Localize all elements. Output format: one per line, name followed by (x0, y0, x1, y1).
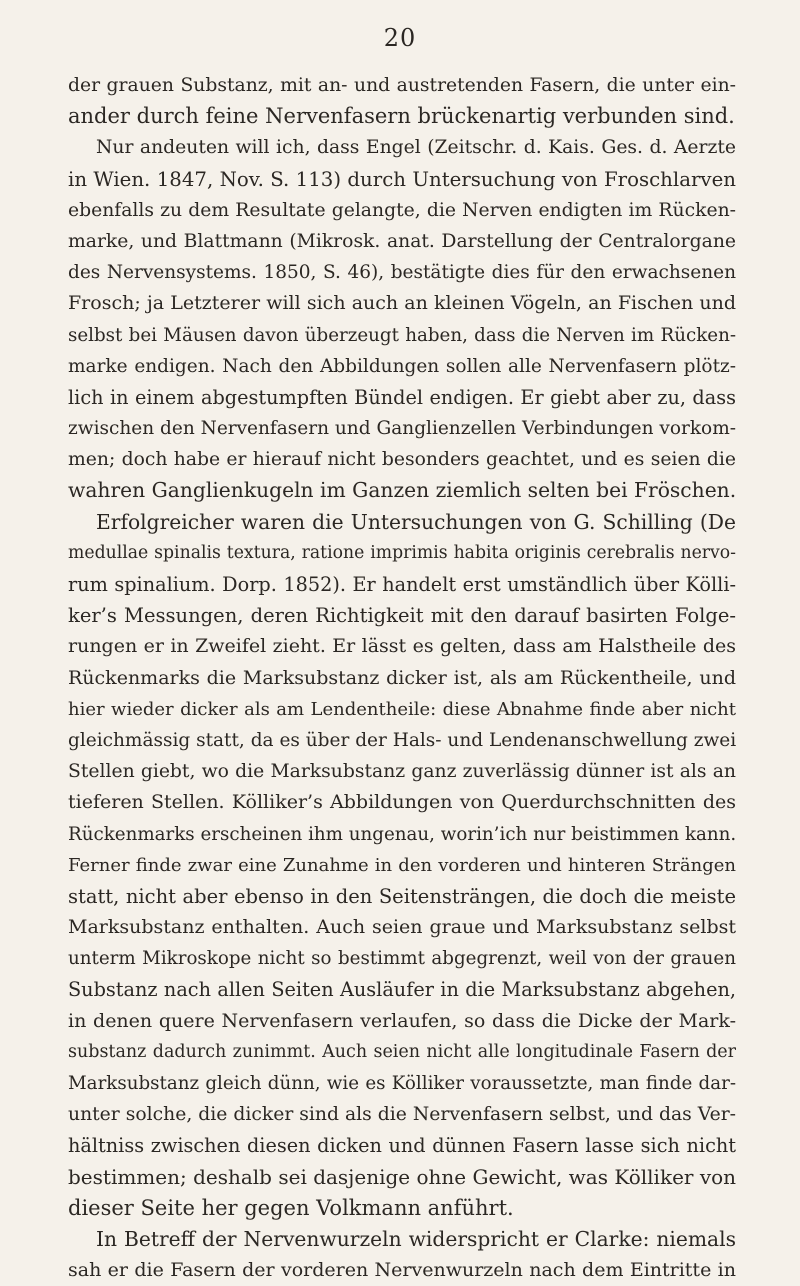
text-line: In Betreff der Nervenwurzeln widerspricht er Clarke: niemals (96, 1226, 736, 1251)
text-line: Substanz nach allen Seiten Ausläufer in die Marksubstanz abgehen, (68, 978, 736, 1002)
text-line: ander durch feine Nervenfasern brückenartig verbunden sind. (68, 104, 735, 129)
text-line: Rückenmarks erscheinen ihm ungenau, worin’ich nur beistimmen kann. (68, 823, 737, 845)
text-line: hier wieder dicker als am Lendentheile: diese Abnahme finde aber nicht (68, 698, 736, 720)
text-line: unterm Mikroskope nicht so bestimmt abgegrenzt, weil von der grauen (68, 948, 736, 970)
text-line: marke endigen. Nach den Abbildungen sollen alle Nervenfasern plötz- (68, 355, 736, 377)
text-line: rungen er in Zweifel zieht. Er lässt es gelten, dass am Halstheile des (68, 635, 736, 658)
text-line: bestimmen; deshalb sei dasjenige ohne Gewicht, was Kölliker von (68, 1164, 737, 1189)
text-line: substanz dadurch zunimmt. Auch seien nicht alle longitudinale Fasern der (68, 1041, 736, 1062)
text-line: ker’s Messungen, deren Richtigkeit mit den darauf basirten Folge- (68, 604, 736, 628)
text-line: Marksubstanz gleich dünn, wie es Kölliker voraussetzte, man finde dar- (68, 1073, 736, 1094)
text-line: Stellen giebt, wo die Marksubstanz ganz zuverlässig dünner ist als an (68, 761, 736, 783)
text-line: in Wien. 1847, Nov. S. 113) durch Untersuchung von Froschlarven (68, 167, 736, 191)
text-line: wahren Ganglienkugeln im Ganzen ziemlich selten bei Fröschen. (68, 478, 737, 503)
text-line: unter solche, die dicker sind als die Nervenfasern selbst, und das Ver- (68, 1104, 736, 1126)
text-line: hältniss zwischen diesen dicken und dünnen Fasern lasse sich nicht (68, 1134, 736, 1158)
text-line: Ferner finde zwar eine Zunahme in den vorderen und hinteren Strängen (68, 854, 736, 876)
text-line: sah er die Fasern der vorderen Nervenwurzeln nach dem Eintritte in (68, 1259, 736, 1282)
page-number: 20 (383, 24, 417, 52)
body-text (68, 70, 736, 1286)
text-line: rum spinalium. Dorp. 1852). Er handelt erst umständlich über Kölli- (68, 573, 736, 596)
text-line: in denen quere Nervenfasern verlaufen, so dass die Dicke der Mark- (68, 1009, 736, 1032)
text-line: medullae spinalis textura, ratione imprimis habita originis cerebralis nervo- (68, 542, 736, 563)
text-line: ebenfalls zu dem Resultate gelangte, die Nerven endigten im Rücken- (68, 199, 736, 221)
text-line: Rückenmarks die Marksubstanz dicker ist, als am Rückentheile, und (68, 666, 736, 689)
text-line: statt, nicht aber ebenso in den Seitensträngen, die doch die meiste (68, 884, 736, 908)
text-line: Marksubstanz enthalten. Auch seien graue und Marksubstanz selbst (68, 916, 736, 939)
text-line: zwischen den Nervenfasern und Ganglienzellen Verbindungen vorkom- (68, 418, 736, 440)
text-line: gleichmässig statt, da es über der Hals- und Lendenanschwellung zwei (68, 729, 737, 751)
text-line: men; doch habe er hierauf nicht besonders geachtet, und es seien die (68, 449, 736, 471)
text-line: dieser Seite her gegen Volkmann anführt. (68, 1195, 514, 1220)
text-line: Frosch; ja Letzterer will sich auch an kleinen Vögeln, an Fischen und (68, 292, 736, 315)
text-line: lich in einem abgestumpften Bündel endigen. Er giebt aber zu, dass (68, 385, 736, 409)
text-line: marke, und Blattmann (Mikrosk. anat. Darstellung der Centralorgane (68, 230, 736, 252)
text-line: tieferen Stellen. Kölliker’s Abbildungen von Querdurchschnitten des (68, 791, 736, 814)
text-line: des Nervensystems. 1850, S. 46), bestätigte dies für den erwachsenen (68, 262, 736, 284)
text-line: der grauen Substanz, mit an- und austretenden Fasern, die unter ein- (68, 75, 736, 96)
text-line: selbst bei Mäusen davon überzeugt haben, dass die Nerven im Rücken- (68, 324, 736, 346)
text-line: Nur andeuten will ich, dass Engel (Zeitschr. d. Kais. Ges. d. Aerzte (96, 137, 736, 159)
text-line: Erfolgreicher waren die Untersuchungen von G. Schilling (De (96, 509, 736, 534)
